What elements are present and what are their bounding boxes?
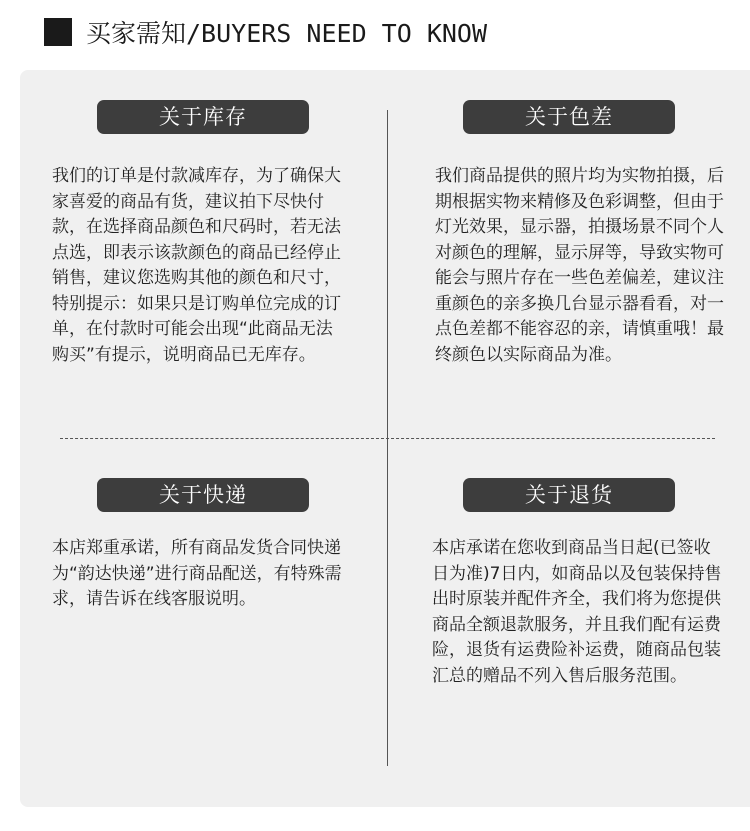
delivery-section-title: 关于快递	[97, 478, 309, 512]
inventory-section-title: 关于库存	[97, 100, 309, 134]
header-square-icon	[44, 18, 72, 46]
returns-section-body: 本店承诺在您收到商品当日起(已签收日为准)7日内，如商品以及包装保持售出时原装并配件齐全，我们将为您提供商品全额退款服务，并且我们配有运费险，退货有运费险补运费，随商品包装汇总的赠品不列入售后服务范围。	[432, 538, 722, 686]
inventory-section-body: 我们的订单是付款减库存，为了确保大家喜爱的商品有货，建议拍下尽快付款，在选择商品颜色和尺码时，若无法点选，即表示该款颜色的商品已经停止销售，建议您选购其他的颜色和尺寸，特别提示：如果只是订购单位完成的订单，在付款时可能会出现“此商品无法购买”有提示，说明商品已无库存。	[52, 166, 341, 365]
returns-section-title: 关于退货	[463, 478, 675, 512]
color-difference-section-title: 关于色差	[463, 100, 675, 134]
page-title: 买家需知/BUYERS NEED TO KNOW	[86, 19, 488, 48]
color-difference-section-body: 我们商品提供的照片均为实物拍摄，后期根据实物来精修及色彩调整，但由于灯光效果，显示器，拍摄场景不同个人对颜色的理解，显示屏等，导致实物可能会与照片存在一些色差偏差，建议注重颜色的亲多换几台显示器看看，对一点色差都不能容忍的亲，请慎重哦！最终颜色以实际商品为准。	[435, 166, 724, 365]
page-header	[44, 12, 487, 52]
horizontal-divider	[60, 438, 715, 439]
delivery-section-body: 本店郑重承诺，所有商品发货合同快递为“韵达快递”进行商品配送，有特殊需求，请告诉在线客服说明。	[52, 538, 342, 609]
